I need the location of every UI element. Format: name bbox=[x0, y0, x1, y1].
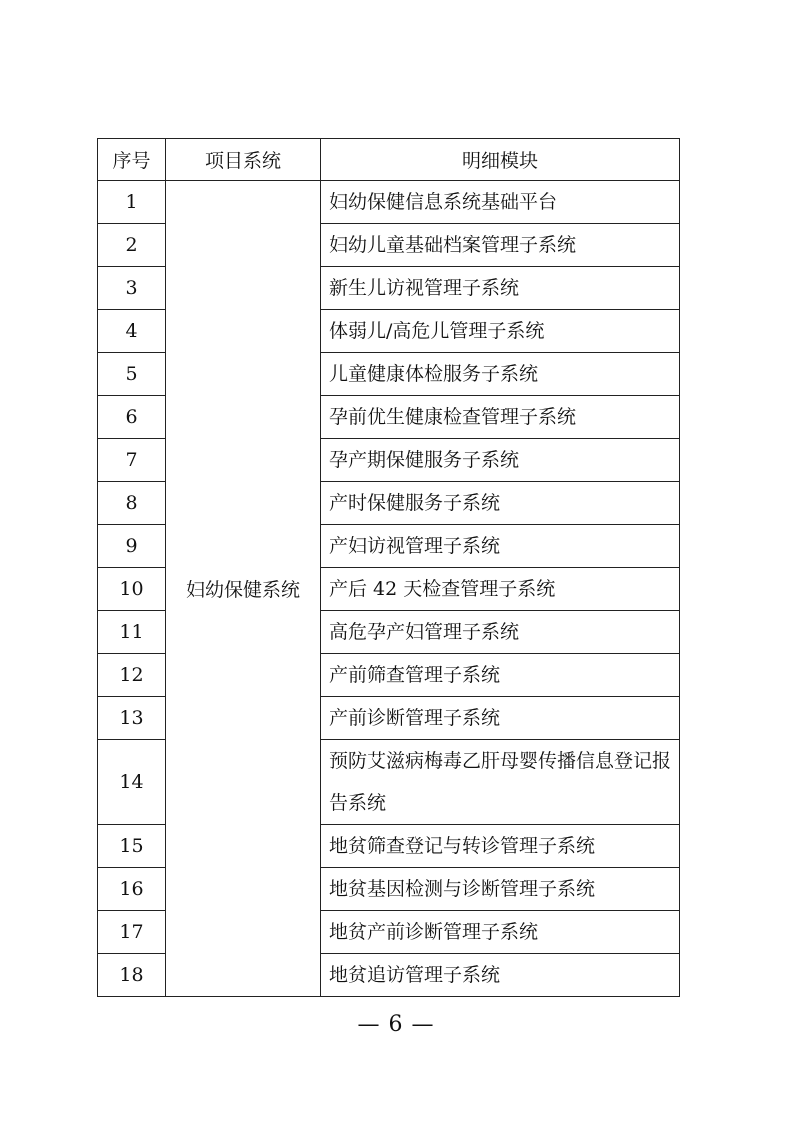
header-detail-module: 明细模块 bbox=[321, 139, 680, 181]
row-serial-number: 6 bbox=[98, 396, 166, 439]
row-module-name: 地贫基因检测与诊断管理子系统 bbox=[321, 868, 680, 911]
row-module-name: 地贫产前诊断管理子系统 bbox=[321, 911, 680, 954]
row-serial-number: 1 bbox=[98, 181, 166, 224]
row-serial-number: 2 bbox=[98, 224, 166, 267]
row-module-name: 产妇访视管理子系统 bbox=[321, 525, 680, 568]
table-row bbox=[98, 181, 680, 224]
project-system-cell: 妇幼保健系统 bbox=[166, 181, 321, 997]
row-module-name: 产后 42 天检查管理子系统 bbox=[321, 568, 680, 611]
row-serial-number: 17 bbox=[98, 911, 166, 954]
module-table bbox=[97, 138, 680, 997]
row-serial-number: 3 bbox=[98, 267, 166, 310]
row-module-name: 地贫追访管理子系统 bbox=[321, 954, 680, 997]
header-project-system: 项目系统 bbox=[166, 139, 321, 181]
row-serial-number: 10 bbox=[98, 568, 166, 611]
row-module-name: 产时保健服务子系统 bbox=[321, 482, 680, 525]
table-body bbox=[98, 181, 680, 997]
row-module-name: 高危孕产妇管理子系统 bbox=[321, 611, 680, 654]
row-module-name: 产前诊断管理子系统 bbox=[321, 697, 680, 740]
row-serial-number: 13 bbox=[98, 697, 166, 740]
row-module-name: 妇幼儿童基础档案管理子系统 bbox=[321, 224, 680, 267]
row-serial-number: 16 bbox=[98, 868, 166, 911]
row-module-name: 新生儿访视管理子系统 bbox=[321, 267, 680, 310]
row-serial-number: 7 bbox=[98, 439, 166, 482]
row-module-name: 地贫筛查登记与转诊管理子系统 bbox=[321, 825, 680, 868]
page-number: — 6 — bbox=[357, 1012, 435, 1037]
row-serial-number: 8 bbox=[98, 482, 166, 525]
row-module-name: 预防艾滋病梅毒乙肝母婴传播信息登记报告系统 bbox=[321, 740, 680, 825]
row-serial-number: 15 bbox=[98, 825, 166, 868]
row-module-name: 产前筛查管理子系统 bbox=[321, 654, 680, 697]
row-serial-number: 11 bbox=[98, 611, 166, 654]
table-header-row bbox=[98, 139, 680, 181]
row-module-name: 妇幼保健信息系统基础平台 bbox=[321, 181, 680, 224]
row-module-name: 儿童健康体检服务子系统 bbox=[321, 353, 680, 396]
header-serial-number: 序号 bbox=[98, 139, 166, 181]
row-serial-number: 14 bbox=[98, 740, 166, 825]
row-module-name: 孕产期保健服务子系统 bbox=[321, 439, 680, 482]
row-module-name: 体弱儿/高危儿管理子系统 bbox=[321, 310, 680, 353]
row-serial-number: 5 bbox=[98, 353, 166, 396]
row-serial-number: 4 bbox=[98, 310, 166, 353]
row-serial-number: 12 bbox=[98, 654, 166, 697]
row-serial-number: 18 bbox=[98, 954, 166, 997]
row-module-name: 孕前优生健康检查管理子系统 bbox=[321, 396, 680, 439]
row-serial-number: 9 bbox=[98, 525, 166, 568]
